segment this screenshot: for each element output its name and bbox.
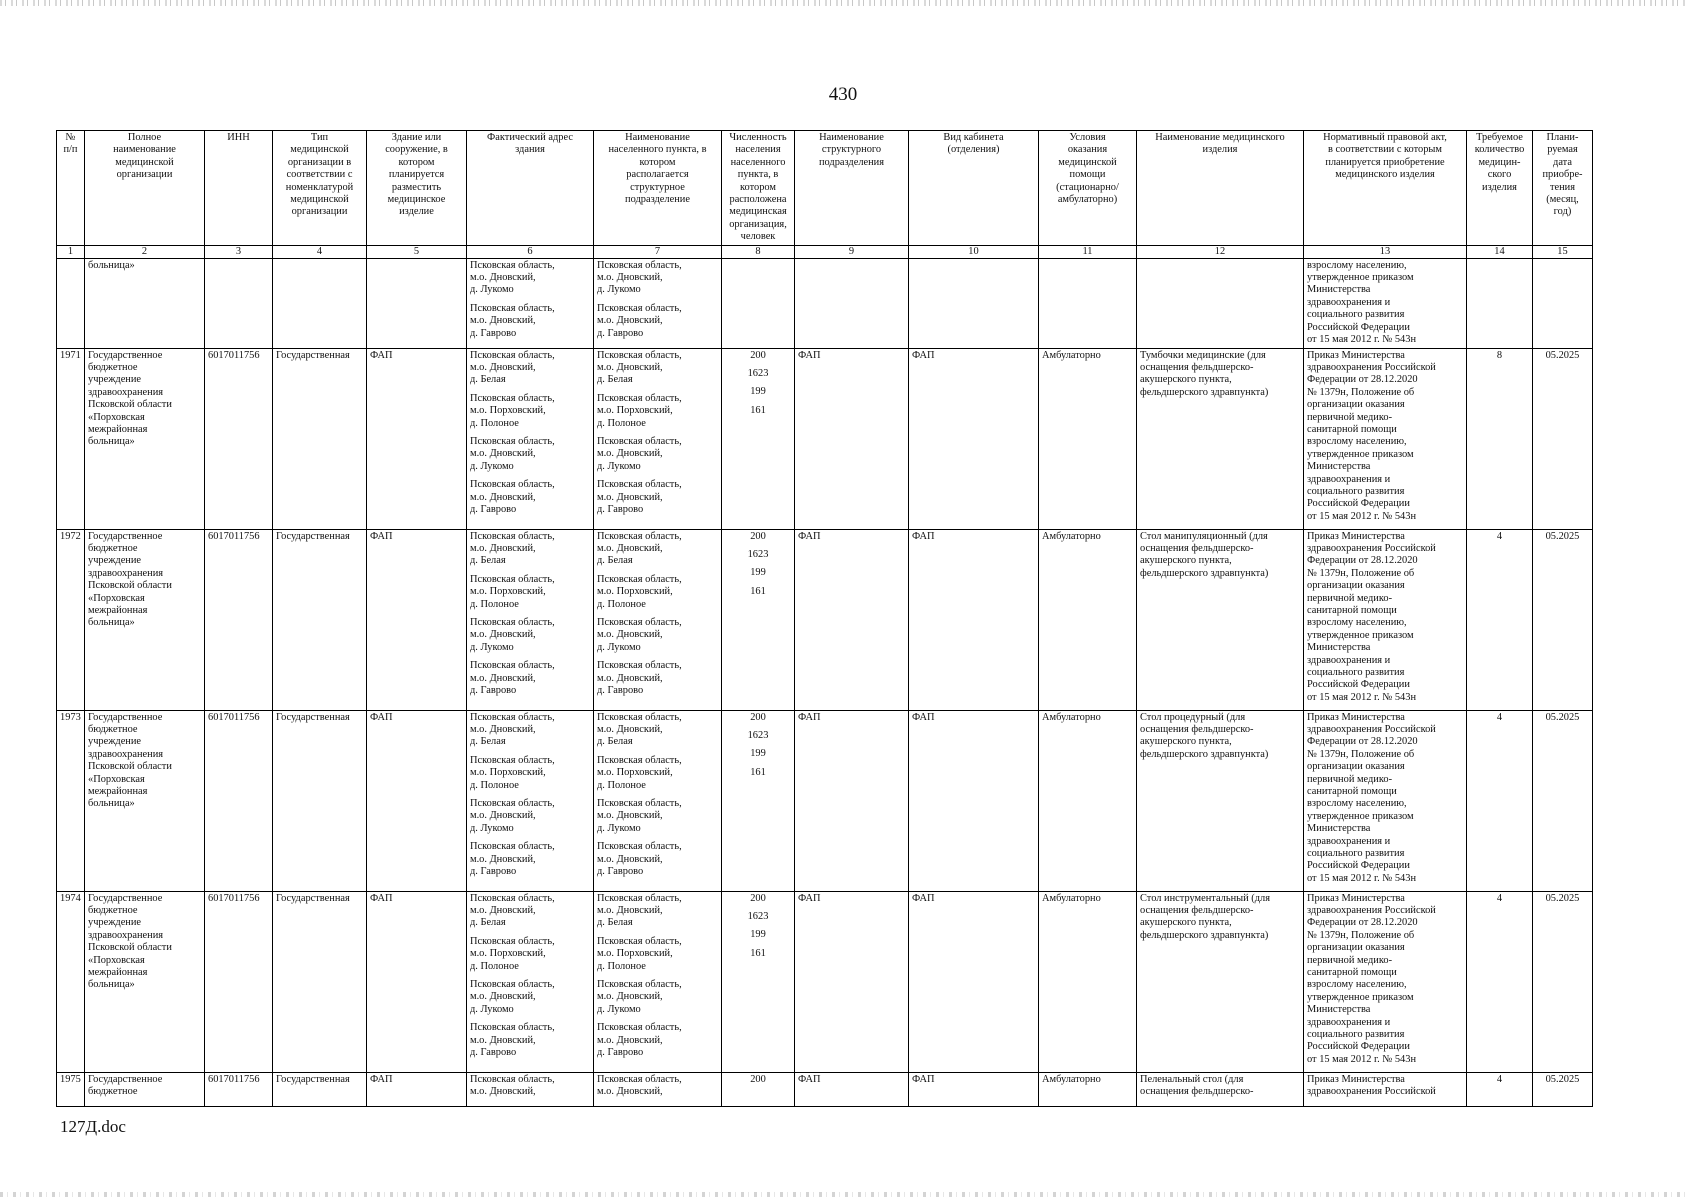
column-header-8: Численность населения населенного пункта, в котором расположена медицинская организация, человек: [722, 131, 795, 246]
column-header-6: Фактический адрес здания: [467, 131, 594, 246]
cell-act: взрослому населению, утвержденное приказом Министерства здравоохранения и социального развития Российской Федерации от 15 мая 2012 г. № 543н: [1304, 258, 1467, 348]
population-value: 1623: [747, 910, 769, 922]
cell-device: Тумбочки медицинские (для оснащения фельдшерско- акушерского пункта, фельдшерского здравпункта): [1137, 348, 1304, 529]
cell-date: [1533, 258, 1593, 348]
table-row: [57, 348, 1593, 529]
address-block: Псковская область, м.о. Дновский,: [470, 1073, 555, 1097]
settlement-block: Псковская область, м.о. Дновский, д. Гаврово: [597, 1022, 682, 1058]
cell-unit: ФАП: [795, 1072, 909, 1106]
column-number-14: 14: [1467, 245, 1533, 258]
population-value: 200: [750, 1073, 766, 1085]
cell-settlements: [594, 710, 722, 891]
settlement-block: Псковская область, м.о. Дновский,: [597, 1073, 682, 1097]
cell-qty: 8: [1467, 348, 1533, 529]
population-value: 199: [750, 929, 766, 941]
address-block: Псковская область, м.о. Порховский, д. Полоное: [470, 754, 555, 791]
cell-building: ФАП: [367, 891, 467, 1072]
cell-unit: [795, 258, 909, 348]
scan-edge-bottom: [0, 1192, 1686, 1197]
column-number-5: 5: [367, 245, 467, 258]
cell-act: Приказ Министерства здравоохранения Российской Федерации от 28.12.2020 № 1379н, Положение об организации оказания первичной медико- санитарной помощи взрослому населению, утвержденное приказом Министерства здравоохранения и социального развития Российской Федерации от 15 мая 2012 г. № 543н: [1304, 710, 1467, 891]
column-header-11: Условия оказания медицинской помощи (стационарно/ амбулаторно): [1039, 131, 1137, 246]
cell-population: [722, 529, 795, 710]
cell-conditions: Амбулаторно: [1039, 891, 1137, 1072]
cell-unit: ФАП: [795, 529, 909, 710]
cell-act: Приказ Министерства здравоохранения Российской Федерации от 28.12.2020 № 1379н, Положение об организации оказания первичной медико- санитарной помощи взрослому населению, утвержденное приказом Министерства здравоохранения и социального развития Российской Федерации от 15 мая 2012 г. № 543н: [1304, 529, 1467, 710]
cell-org: Государственное бюджетное учреждение здравоохранения Псковской области «Порховская межрайонная больница»: [85, 891, 205, 1072]
cell-addresses: [467, 710, 594, 891]
column-number-8: 8: [722, 245, 795, 258]
cell-conditions: Амбулаторно: [1039, 348, 1137, 529]
settlement-block: Псковская область, м.о. Дновский, д. Лукомо: [597, 616, 682, 653]
column-number-3: 3: [205, 245, 273, 258]
column-header-13: Нормативный правовой акт, в соответствии с которым планируется приобретение медицинского изделия: [1304, 131, 1467, 246]
column-header-10: Вид кабинета (отделения): [909, 131, 1039, 246]
cell-settlements: [594, 1072, 722, 1106]
cell-org: Государственное бюджетное учреждение здравоохранения Псковской области «Порховская межрайонная больница»: [85, 529, 205, 710]
cell-date: 05.2025: [1533, 710, 1593, 891]
address-block: Псковская область, м.о. Порховский, д. Полоное: [470, 392, 555, 429]
address-block: Псковская область, м.о. Порховский, д. Полоное: [470, 935, 555, 972]
column-header-1: № п/п: [57, 131, 85, 246]
cell-act: Приказ Министерства здравоохранения Российской Федерации от 28.12.2020 № 1379н, Положение об организации оказания первичной медико- санитарной помощи взрослому населению, утвержденное приказом Министерства здравоохранения и социального развития Российской Федерации от 15 мая 2012 г. № 543н: [1304, 348, 1467, 529]
cell-date: 05.2025: [1533, 529, 1593, 710]
address-block: Псковская область, м.о. Дновский, д. Лукомо: [470, 978, 555, 1015]
cell-population: [722, 710, 795, 891]
population-value: 200: [750, 711, 766, 723]
cell-addresses: [467, 529, 594, 710]
cell-qty: 4: [1467, 710, 1533, 891]
page-number: 430: [828, 84, 858, 105]
cell-unit: ФАП: [795, 891, 909, 1072]
cell-addresses: [467, 891, 594, 1072]
cell-device: Стол манипуляционный (для оснащения фельдшерско- акушерского пункта, фельдшерского здравпункта): [1137, 529, 1304, 710]
cell-population: [722, 891, 795, 1072]
settlement-block: Псковская область, м.о. Порховский, д. Полоное: [597, 754, 682, 791]
population-value: 161: [750, 947, 766, 959]
population-value: 200: [750, 530, 766, 542]
cell-building: ФАП: [367, 1072, 467, 1106]
column-number-12: 12: [1137, 245, 1304, 258]
settlement-block: Псковская область, м.о. Дновский, д. Лукомо: [597, 797, 682, 834]
cell-settlements: [594, 258, 722, 348]
population-value: 1623: [747, 548, 769, 560]
cell-cabinet: [909, 258, 1039, 348]
cell-org: Государственное бюджетное: [85, 1072, 205, 1106]
cell-addresses: [467, 348, 594, 529]
cell-inn: 6017011756: [205, 891, 273, 1072]
population-value: 200: [750, 349, 766, 361]
settlement-block: Псковская область, м.о. Дновский, д. Лукомо: [597, 978, 682, 1015]
cell-settlements: [594, 891, 722, 1072]
continuation-row: [57, 258, 1593, 348]
address-block: Псковская область, м.о. Дновский, д. Белая: [470, 349, 555, 386]
cell-device: Пеленальный стол (для оснащения фельдшерско-: [1137, 1072, 1304, 1106]
column-number-row: [57, 245, 1593, 258]
column-number-11: 11: [1039, 245, 1137, 258]
cell-inn: 6017011756: [205, 348, 273, 529]
cell-type: Государственная: [273, 710, 367, 891]
settlement-block: Псковская область, м.о. Дновский, д. Белая: [597, 892, 682, 929]
cell-act: Приказ Министерства здравоохранения Российской: [1304, 1072, 1467, 1106]
cell-population: [722, 348, 795, 529]
population-value: 161: [750, 404, 766, 416]
cell-org: Государственное бюджетное учреждение здравоохранения Псковской области «Порховская межрайонная больница»: [85, 710, 205, 891]
cell-cabinet: ФАП: [909, 1072, 1039, 1106]
column-header-7: Наименование населенного пункта, в котором располагается структурное подразделение: [594, 131, 722, 246]
cell-cabinet: ФАП: [909, 348, 1039, 529]
cell-inn: 6017011756: [205, 710, 273, 891]
cell-no: 1974: [57, 891, 85, 1072]
cell-no: 1975: [57, 1072, 85, 1106]
settlement-block: Псковская область, м.о. Дновский, д. Белая: [597, 530, 682, 567]
cell-conditions: Амбулаторно: [1039, 1072, 1137, 1106]
cell-unit: ФАП: [795, 710, 909, 891]
settlement-block: Псковская область, м.о. Порховский, д. Полоное: [597, 935, 682, 972]
cell-qty: 4: [1467, 891, 1533, 1072]
cell-addresses: [467, 258, 594, 348]
cell-unit: ФАП: [795, 348, 909, 529]
cell-settlements: [594, 529, 722, 710]
address-block: Псковская область, м.о. Порховский, д. Полоное: [470, 573, 555, 610]
table-row: [57, 891, 1593, 1072]
cell-type: Государственная: [273, 1072, 367, 1106]
table-row: [57, 1072, 1593, 1106]
column-header-14: Требуемое количество медицин- ского изделия: [1467, 131, 1533, 246]
address-block: Псковская область, м.о. Дновский, д. Белая: [470, 892, 555, 929]
cell-inn: 6017011756: [205, 1072, 273, 1106]
cell-inn: 6017011756: [205, 529, 273, 710]
table-row: [57, 710, 1593, 891]
column-number-6: 6: [467, 245, 594, 258]
column-number-10: 10: [909, 245, 1039, 258]
cell-conditions: Амбулаторно: [1039, 529, 1137, 710]
cell-date: 05.2025: [1533, 1072, 1593, 1106]
cell-building: ФАП: [367, 348, 467, 529]
column-header-5: Здание или сооружение, в котором планируется разместить медицинское изделие: [367, 131, 467, 246]
scan-edge-top: [0, 0, 1686, 6]
settlement-block: Псковская область, м.о. Дновский, д. Лукомо: [597, 435, 682, 472]
column-header-3: ИНН: [205, 131, 273, 246]
cell-conditions: Амбулаторно: [1039, 710, 1137, 891]
address-block: Псковская область, м.о. Дновский, д. Гаврово: [470, 302, 555, 339]
cell-inn: [205, 258, 273, 348]
population-value: 161: [750, 766, 766, 778]
cell-act: Приказ Министерства здравоохранения Российской Федерации от 28.12.2020 № 1379н, Положение об организации оказания первичной медико- санитарной помощи взрослому населению, утвержденное приказом Министерства здравоохранения и социального развития Российской Федерации от 15 мая 2012 г. № 543н: [1304, 891, 1467, 1072]
cell-device: Стол процедурный (для оснащения фельдшерско- акушерского пункта, фельдшерского здравпункта): [1137, 710, 1304, 891]
cell-population: [722, 1072, 795, 1106]
settlement-block: Псковская область, м.о. Дновский, д. Гаврово: [597, 660, 682, 696]
column-number-15: 15: [1533, 245, 1593, 258]
address-block: Псковская область, м.о. Дновский, д. Лукомо: [470, 435, 555, 472]
cell-date: 05.2025: [1533, 348, 1593, 529]
column-number-13: 13: [1304, 245, 1467, 258]
cell-no: 1973: [57, 710, 85, 891]
column-number-7: 7: [594, 245, 722, 258]
cell-date: 05.2025: [1533, 891, 1593, 1072]
cell-addresses: [467, 1072, 594, 1106]
population-value: 199: [750, 748, 766, 760]
address-block: Псковская область, м.о. Дновский, д. Белая: [470, 530, 555, 567]
address-block: Псковская область, м.о. Дновский, д. Гаврово: [470, 841, 555, 877]
column-header-2: Полное наименование медицинской организации: [85, 131, 205, 246]
settlement-block: Псковская область, м.о. Дновский, д. Гаврово: [597, 479, 682, 515]
cell-device: [1137, 258, 1304, 348]
header-row: [57, 131, 1593, 246]
cell-type: Государственная: [273, 348, 367, 529]
cell-type: Государственная: [273, 529, 367, 710]
cell-org: Государственное бюджетное учреждение здравоохранения Псковской области «Порховская межрайонная больница»: [85, 348, 205, 529]
cell-type: Государственная: [273, 891, 367, 1072]
equipment-table: [56, 130, 1593, 1107]
population-value: 199: [750, 386, 766, 398]
address-block: Псковская область, м.о. Дновский, д. Белая: [470, 711, 555, 748]
footer-filename: 127Д.doc: [60, 1117, 126, 1136]
cell-org: больница»: [85, 258, 205, 348]
cell-qty: [1467, 258, 1533, 348]
cell-building: ФАП: [367, 710, 467, 891]
settlement-block: Псковская область, м.о. Дновский, д. Гаврово: [597, 302, 682, 339]
settlement-block: Псковская область, м.о. Дновский, д. Гаврово: [597, 841, 682, 877]
cell-cabinet: ФАП: [909, 529, 1039, 710]
address-block: Псковская область, м.о. Дновский, д. Гаврово: [470, 1022, 555, 1058]
cell-no: [57, 258, 85, 348]
column-number-1: 1: [57, 245, 85, 258]
column-header-9: Наименование структурного подразделения: [795, 131, 909, 246]
table-row: [57, 529, 1593, 710]
column-number-9: 9: [795, 245, 909, 258]
cell-cabinet: ФАП: [909, 891, 1039, 1072]
cell-device: Стол инструментальный (для оснащения фельдшерско- акушерского пункта, фельдшерского здравпункта): [1137, 891, 1304, 1072]
settlement-block: Псковская область, м.о. Дновский, д. Белая: [597, 349, 682, 386]
cell-type: [273, 258, 367, 348]
cell-population: [722, 258, 795, 348]
cell-building: [367, 258, 467, 348]
address-block: Псковская область, м.о. Дновский, д. Лукомо: [470, 797, 555, 834]
settlement-block: Псковская область, м.о. Порховский, д. Полоное: [597, 573, 682, 610]
address-block: Псковская область, м.о. Дновский, д. Гаврово: [470, 660, 555, 696]
cell-conditions: [1039, 258, 1137, 348]
settlement-block: Псковская область, м.о. Дновский, д. Белая: [597, 711, 682, 748]
address-block: Псковская область, м.о. Дновский, д. Лукомо: [470, 259, 555, 296]
population-value: 200: [750, 892, 766, 904]
column-number-2: 2: [85, 245, 205, 258]
cell-qty: 4: [1467, 1072, 1533, 1106]
cell-cabinet: ФАП: [909, 710, 1039, 891]
settlement-block: Псковская область, м.о. Дновский, д. Лукомо: [597, 259, 682, 296]
cell-no: 1971: [57, 348, 85, 529]
column-header-15: Плани- руемая дата приобре- тения (месяц, год): [1533, 131, 1593, 246]
cell-building: ФАП: [367, 529, 467, 710]
settlement-block: Псковская область, м.о. Порховский, д. Полоное: [597, 392, 682, 429]
population-value: 1623: [747, 729, 769, 741]
column-header-12: Наименование медицинского изделия: [1137, 131, 1304, 246]
address-block: Псковская область, м.о. Дновский, д. Лукомо: [470, 616, 555, 653]
population-value: 161: [750, 585, 766, 597]
column-number-4: 4: [273, 245, 367, 258]
cell-settlements: [594, 348, 722, 529]
population-value: 1623: [747, 367, 769, 379]
cell-no: 1972: [57, 529, 85, 710]
address-block: Псковская область, м.о. Дновский, д. Гаврово: [470, 479, 555, 515]
population-value: 199: [750, 567, 766, 579]
cell-qty: 4: [1467, 529, 1533, 710]
column-header-4: Тип медицинской организации в соответствии с номенклатурой медицинской организации: [273, 131, 367, 246]
